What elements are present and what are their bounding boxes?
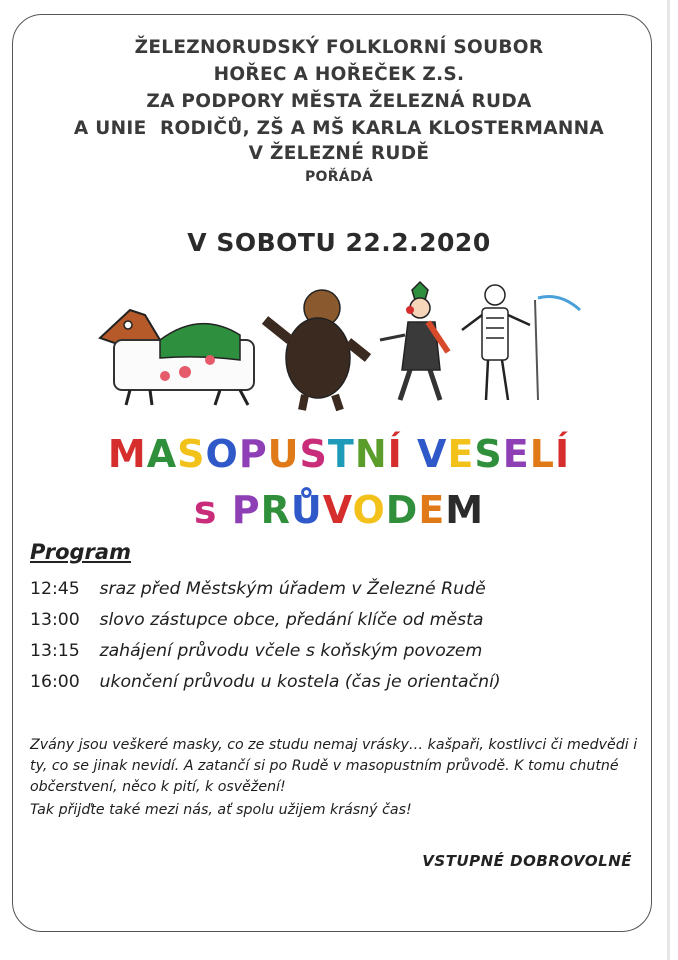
- program-time: 16:00: [30, 672, 80, 692]
- header-line-3: ZA PODPORY MĚSTA ŽELEZNÁ RUDA: [146, 91, 532, 112]
- title-letter: A: [146, 432, 178, 476]
- title-letter: D: [385, 488, 419, 532]
- title-letter: Í: [387, 432, 403, 476]
- header-line-4: A UNIE RODIČŮ, ZŠ A MŠ KARLA KLOSTERMANNA: [73, 118, 605, 139]
- program-list: [30, 574, 650, 698]
- trainer-figure: [380, 282, 448, 400]
- program-time: 13:00: [30, 610, 80, 630]
- program-time: 12:45: [30, 579, 80, 599]
- title-letter: V: [322, 488, 353, 532]
- program-text: zahájení průvodu včele s koňským povozem: [99, 641, 483, 661]
- invitation-text: Zvány jsou veškeré masky, co ze studu nemaj vrásky… kašpaři, kostlivci či medvědi i ty, co se jinak nevidí. A zatančí si po Rudě v masopustním průvodě. K tomu chutné občerstvení, něco k pití, k osvěžení!: [30, 737, 638, 795]
- horse-mask-figure: [100, 310, 254, 405]
- title-letter: V: [417, 432, 448, 476]
- title-letter: O: [352, 488, 386, 532]
- program-item: [30, 667, 650, 698]
- title-letter: R: [260, 488, 291, 532]
- title-letter: E: [447, 432, 475, 476]
- title-letter: P: [231, 488, 261, 532]
- organizes-label: POŘÁDÁ: [304, 169, 374, 185]
- title-letter: S: [177, 432, 206, 476]
- header-line-2: HOŘEC A HOŘEČEK Z.S.: [213, 64, 465, 85]
- title-letter: E: [502, 432, 530, 476]
- program-item: [30, 574, 650, 605]
- title-letter: M: [107, 432, 147, 476]
- carnival-masks-illustration: [90, 280, 590, 420]
- header-line-1: ŽELEZNORUDSKÝ FOLKLORNÍ SOUBOR: [134, 37, 544, 58]
- title-letter: S: [474, 432, 503, 476]
- program-time: 13:15: [30, 641, 80, 661]
- entry-fee-note: VSTUPNÉ DOBROVOLNÉ: [422, 852, 632, 870]
- program-item: [30, 636, 650, 667]
- title-letter: [218, 488, 232, 532]
- title-letter: s: [193, 488, 218, 532]
- title-letter: E: [418, 488, 446, 532]
- organizer-header: [0, 34, 678, 188]
- closing-text: Tak přijďte také mezi nás, ať spolu užijem krásný čas!: [30, 802, 412, 818]
- program-text: slovo zástupce obce, předání klíče od města: [99, 610, 484, 630]
- program-text: sraz před Městským úřadem v Železné Rudě: [99, 579, 486, 599]
- event-date: V SOBOTU 22.2.2020: [187, 228, 491, 257]
- bear-mask-figure: [265, 290, 368, 410]
- skeleton-figure: [462, 285, 580, 400]
- event-title-line-2: [0, 488, 678, 532]
- title-letter: L: [529, 432, 555, 476]
- title-letter: U: [267, 432, 300, 476]
- program-text: ukončení průvodu u kostela (čas je orientační): [99, 672, 501, 692]
- title-letter: [403, 432, 417, 476]
- title-letter: T: [327, 432, 355, 476]
- title-letter: P: [238, 432, 268, 476]
- header-line-5: V ŽELEZNÉ RUDĚ: [248, 143, 430, 164]
- title-letter: Ů: [290, 488, 323, 532]
- title-letter: Í: [554, 432, 571, 476]
- title-letter: N: [354, 432, 388, 476]
- title-letter: S: [299, 432, 328, 476]
- event-title-line-1: [0, 432, 678, 476]
- program-heading: Program: [30, 540, 131, 564]
- title-letter: O: [205, 432, 239, 476]
- title-letter: M: [445, 488, 485, 532]
- program-item: [30, 605, 650, 636]
